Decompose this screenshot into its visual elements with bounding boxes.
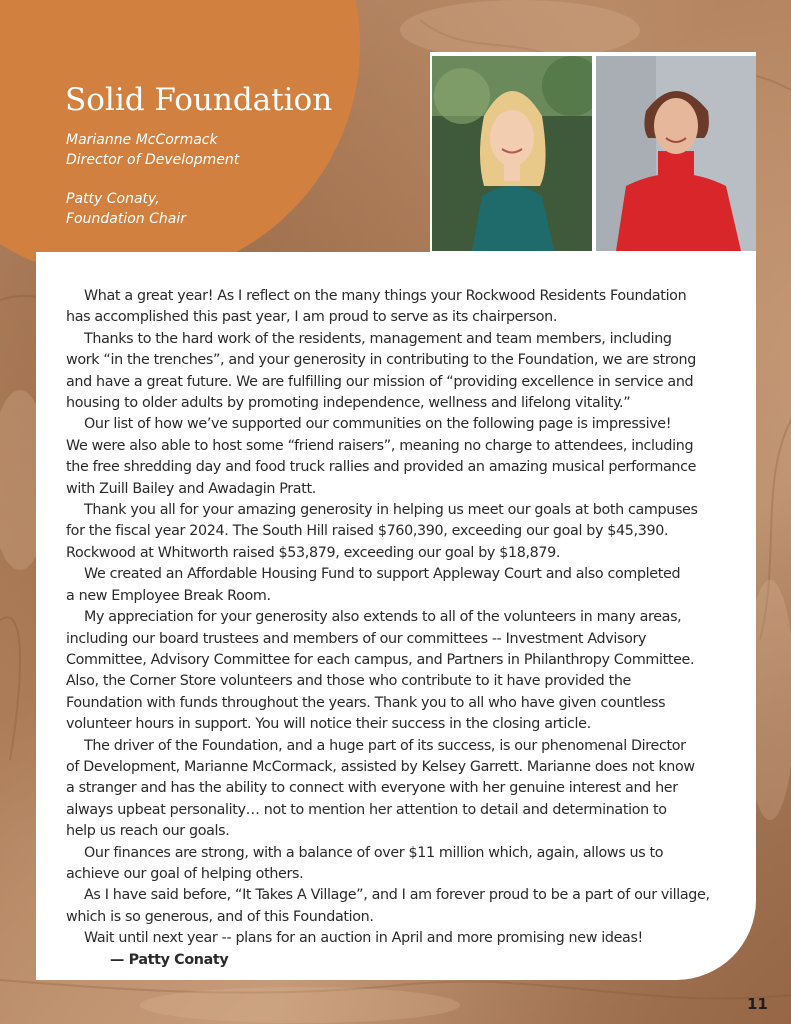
page-title: Solid Foundation <box>65 82 333 118</box>
text-line: Thank you all for your amazing generosity in helping us meet our goals at both campuses <box>84 502 698 519</box>
author-role: Director of Development <box>66 152 240 168</box>
text-line: Foundation with funds throughout the years. Thank you to all who have given countless <box>66 694 666 711</box>
text-line: We created an Affordable Housing Fund to support Appleway Court and also completed <box>84 566 681 583</box>
text-line: We were also able to host some “friend raisers”, meaning no charge to attendees, including <box>66 437 694 454</box>
text-line: Our list of how we’ve supported our communities on the following page is impressive! <box>84 416 672 433</box>
text-line: help us reach our goals. <box>66 823 230 840</box>
text-line: the free shredding day and food truck rallies and provided an amazing musical performance <box>66 459 697 476</box>
text-line: with Zuill Bailey and Awadagin Pratt. <box>66 480 316 497</box>
text-line: and have a great future. We are fulfilling our mission of “providing excellence in service and <box>66 373 694 390</box>
text-line: volunteer hours in support. You will notice their success in the closing article. <box>66 716 591 733</box>
text-line: always upbeat personality… not to mention her attention to detail and determination to <box>66 801 667 818</box>
text-line: achieve our goal of helping others. <box>66 865 304 882</box>
text-line: which is so generous, and of this Foundation. <box>66 908 374 925</box>
text-line: The driver of the Foundation, and a huge part of its success, is our phenomenal Director <box>84 737 686 754</box>
paragraph <box>66 736 746 843</box>
text-line: has accomplished this past year, I am proud to serve as its chairperson. <box>66 309 558 326</box>
paragraph <box>66 843 746 886</box>
text-line: Our finances are strong, with a balance of over $11 million which, again, allows us to <box>84 844 664 861</box>
portrait-photo-left <box>432 56 592 251</box>
paragraph <box>66 885 746 928</box>
text-line: for the fiscal year 2024. The South Hill raised $760,390, exceeding our goal by $45,390. <box>66 523 669 540</box>
text-line: Thanks to the hard work of the residents, management and team members, including <box>84 330 672 347</box>
text-line: housing to older adults by promoting independence, wellness and lifelong vitality.” <box>66 395 631 412</box>
text-line: Rockwood at Whitworth raised $53,879, exceeding our goal by $18,879. <box>66 544 561 561</box>
paragraph <box>66 564 746 607</box>
text-line: a stranger and has the ability to connect with everyone with her genuine interest and her <box>66 780 678 797</box>
author-name: Patty Conaty, <box>66 191 160 207</box>
text-line: work “in the trenches”, and your generosity in contributing to the Foundation, we are strong <box>66 352 696 369</box>
signature: — Patty Conaty <box>110 951 229 968</box>
author-role: Foundation Chair <box>66 211 186 227</box>
text-line: What a great year! As I reflect on the many things your Rockwood Residents Foundation <box>84 288 687 304</box>
text-line: Committee, Advisory Committee for each campus, and Partners in Philanthropy Committee. <box>66 651 695 668</box>
author-name: Marianne McCormack <box>66 132 218 148</box>
text-line: As I have said before, “It Takes A Village”, and I am forever proud to be a part of our village, <box>84 887 710 904</box>
paragraph <box>66 928 746 949</box>
text-line: My appreciation for your generosity also extends to all of the volunteers in many areas, <box>84 609 682 626</box>
portrait-photo-right <box>596 56 756 251</box>
paragraph <box>66 607 746 735</box>
text-line: including our board trustees and members of our committees -- Investment Advisory <box>66 630 647 647</box>
paragraph <box>66 286 746 329</box>
text-line: a new Employee Break Room. <box>66 587 271 604</box>
paragraph <box>66 329 746 415</box>
paragraph <box>66 414 746 500</box>
text-line: Also, the Corner Store volunteers and those who contribute to it have provided the <box>66 673 631 690</box>
letter-body <box>66 286 746 971</box>
page-number: 11 <box>747 995 768 1013</box>
paragraph <box>66 500 746 564</box>
text-line: Wait until next year -- plans for an auction in April and more promising new ideas! <box>84 930 643 947</box>
text-line: of Development, Marianne McCormack, assisted by Kelsey Garrett. Marianne does not know <box>66 758 695 775</box>
